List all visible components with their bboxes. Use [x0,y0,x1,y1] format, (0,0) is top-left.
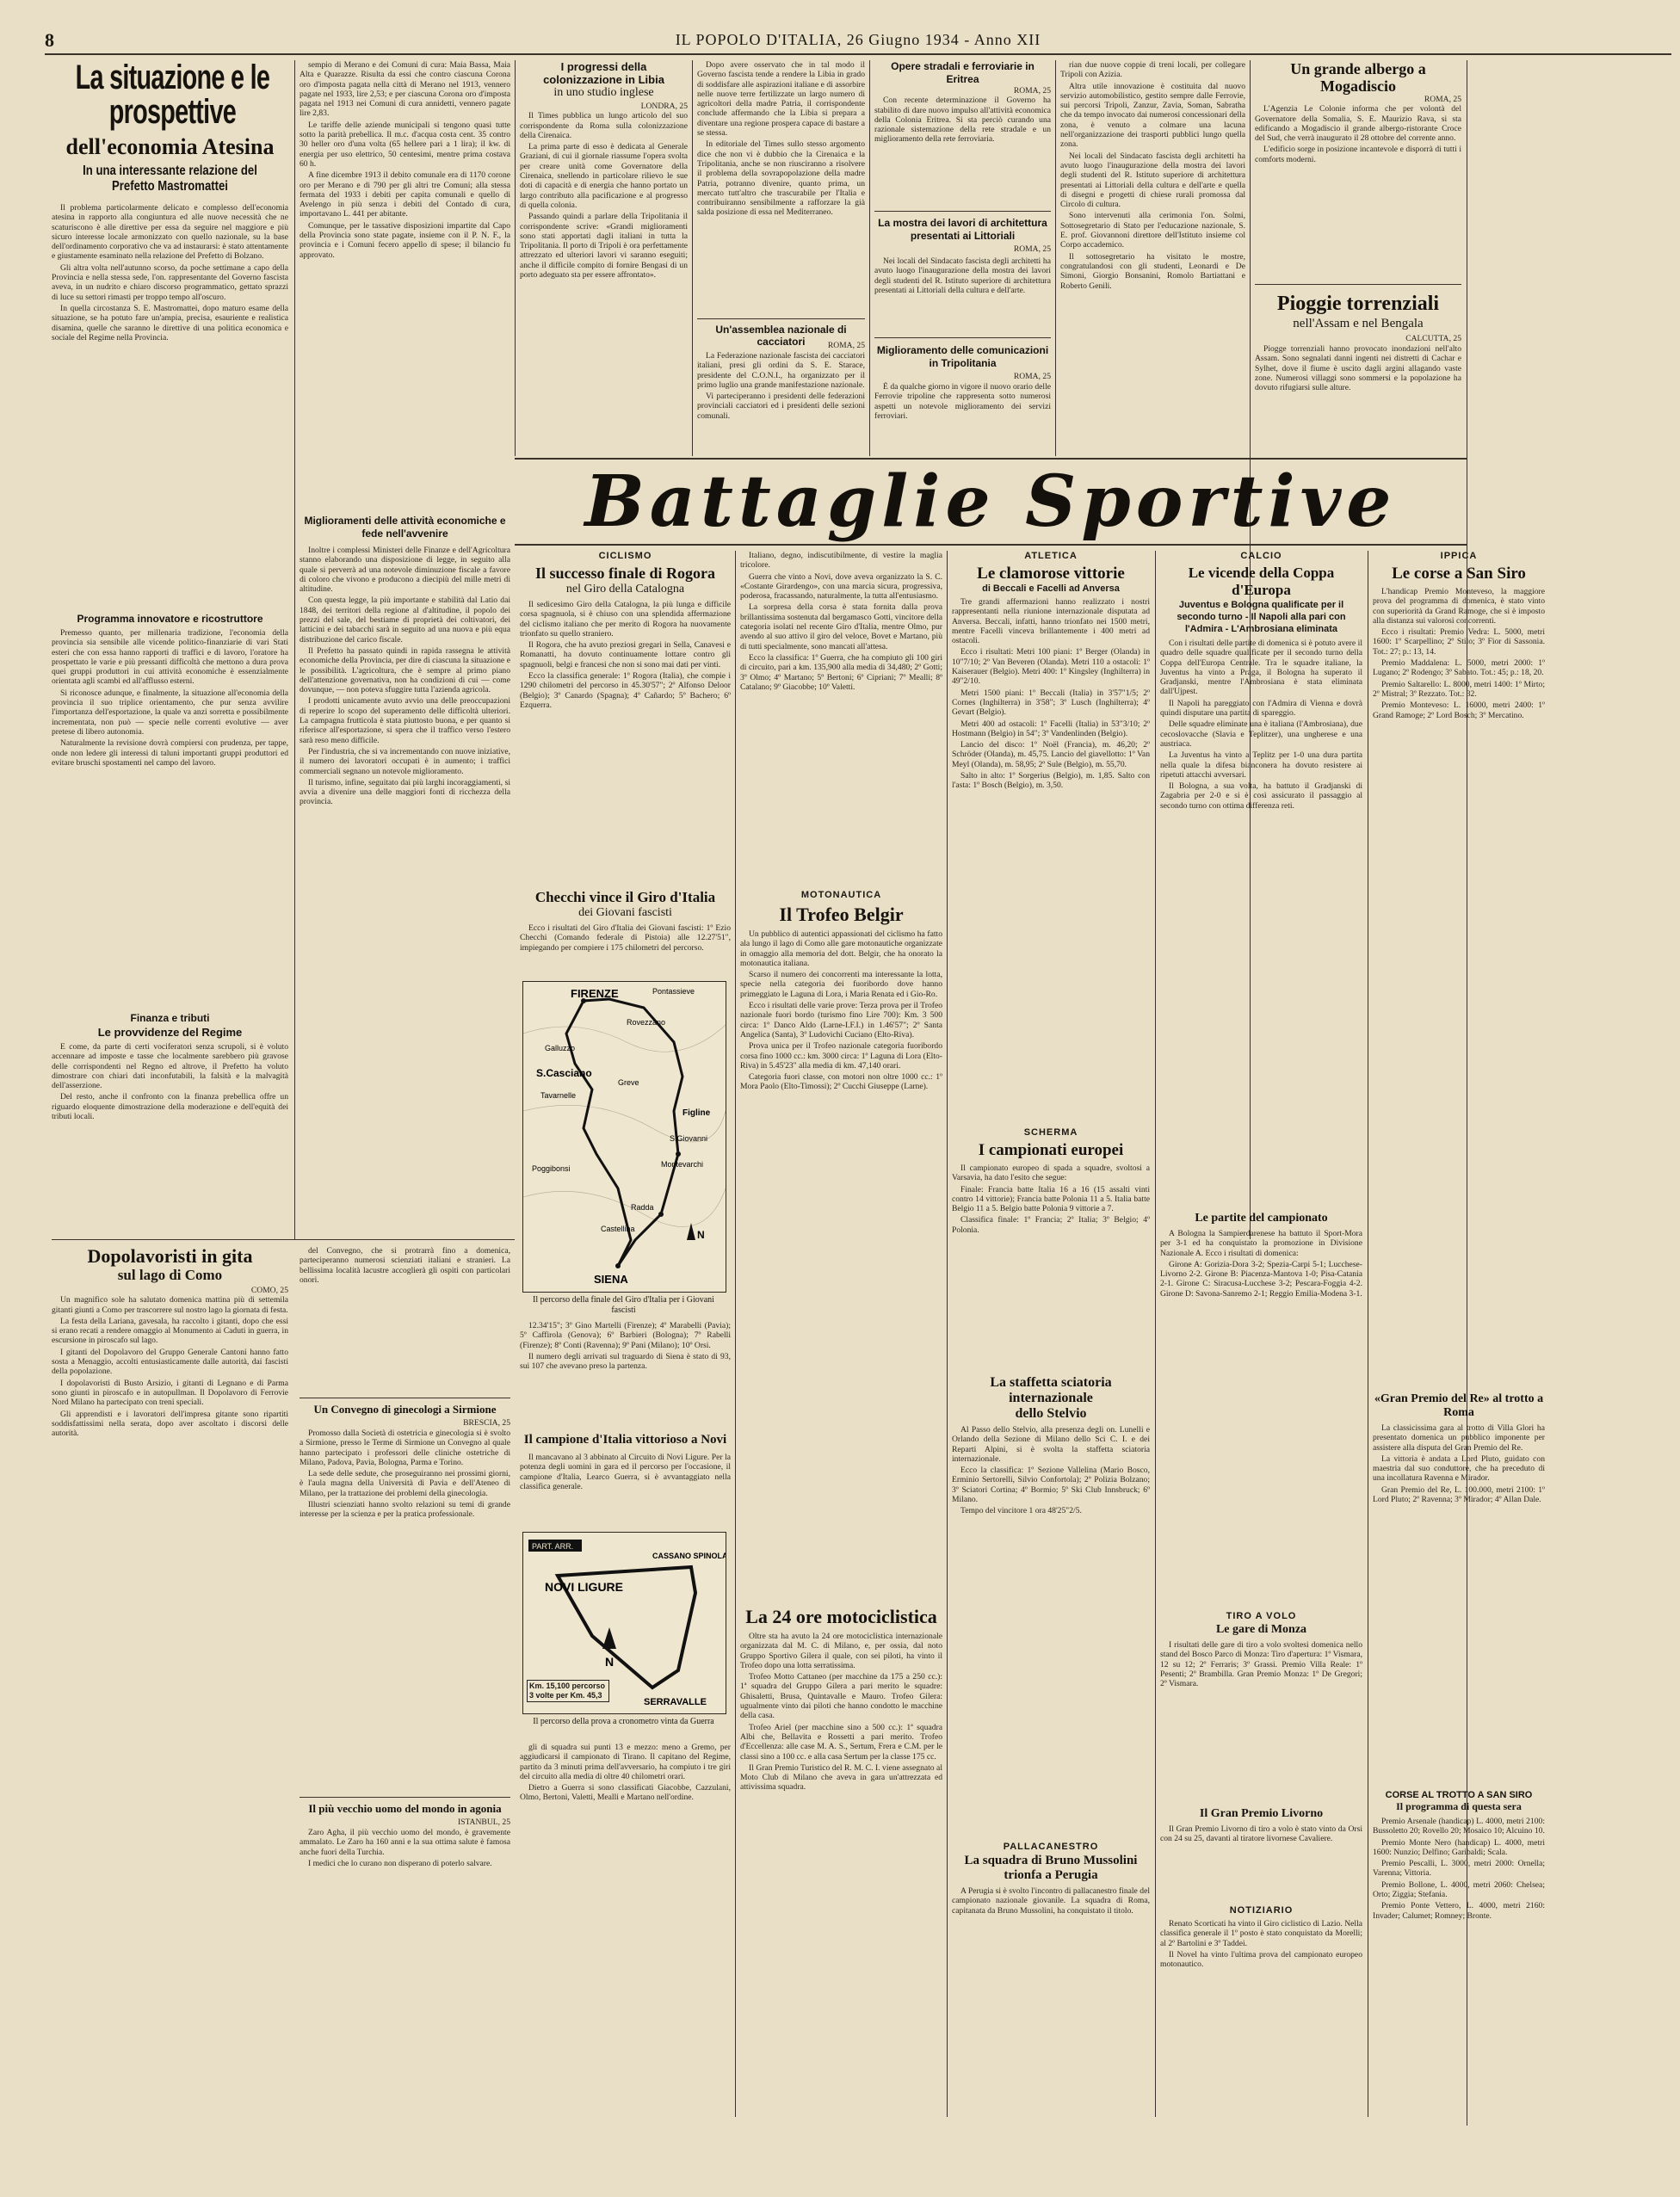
article-body: La Federazione nazionale fascista dei cacciatori italiani, presi gli ordini da S. E. Starace, presidente del C.O.N.I., ha organizzato per il primo luglio una grande manifestazione nazionale. Vi parteciperanno i presidenti delle federazioni provinciali cacciatori ed i presidenti delle sezioni comunali. [697,351,865,421]
article-body: Dopo avere osservato che in tal modo il Governo fascista tende a rendere la Libia in grado di soddisfare alle aspirazioni italiane e di assorbire nelle nuove terre fertilizzate un largo numero di agricoltori della madre Patria, il corrispondente conclude affermando che la Libia si prepara a diventare una regione prospera capace di bastare a se stessa. In editoriale del Times sullo stesso argomento dice che non vi è dubbio che la Cirenaica e la Tripolitania, anche se non riusciranno a risolvere il problema della sovrapopolazione della madre Patria, potranno divenire, quanto prima, un mercato tutt'altro che trascurabile per l'Italia e contribuiranno sensibilmente a rafforzare la già salda posizione di essa nel Mediterraneo. [697,60,865,218]
col7 [1255,60,1461,456]
masthead [45,26,1671,52]
map1-svg [523,982,726,1292]
article-body: I risultati delle gare di tiro a volo svoltesi domenica nello stand del Bosco Parco di Monza: Tiro d'apertura: 1º Vismara, 12 su 12; 2º Ferraris; 3º Grassi. Premio Villa Reale: 1º Pesenti; 2º Brambilla. Gran Premio Monza: 1º De Gregori; 2º Vismara. [1160,1640,1362,1689]
article-body: Il mancavano al 3 abbinato al Circuito di Novi Ligure. Per la potenza degli uomini in gara ed il percorso per l'occasione, il campione d'Italia, Learco Guerra, si è avvantaggiato nella classifica generale. [520,1453,731,1491]
motonautica-head1: Il Trofeo Belgir [779,904,904,925]
map1-label: Greve [618,1078,639,1087]
map1-label: Radda [631,1203,654,1212]
article-body: L'handicap Premio Monteveso, la maggiore prova del programma di domenica, è stato vinto con superiorità da Grand Ramoge, che si è imposto alla distanza sui valorosi concorrenti. Ecco i risultati: Premio Vedra: L. 5000, metri 1600: 1º Scarpellino; 2º Stilo; 3º Fior di Sassonia. Tot.: 27; p.: 13, 14. Premio Maddalena: L. 5000, metri 2000: 1º Lugano; 2º Rodengo; 3º Sabato. Tot.: 45; p.: 18, 20. Premio Saltarello: L. 8000, metri 1400: 1º Mirto; 2º Mistral; 3º Rezzato. Tot.: 32. Premio Monteveso: L. 16000, metri 2400: 1º Grand Ramoge; 2º Lord Bosch; 3º Mercatino. [1373,587,1545,720]
article-body: A Bologna la Sampierdarenese ha battuto il Sport-Mora per 3-1 ed ha conquistato la promozione in Divisione Nazionale A. Ecco i risultati di domenica: Girone A: Gorizia-Dora 3-2; Spezia-Carpi 5-1; Lucchese-Livorno 2-2. Girone B: Piacenza-Mantova 1-0; Pisa-Catania 2-1. Girone C: Siracusa-Lucchese 3-2; Pescara-Foggia 4-2. Girone D: Savona-Sanremo 2-1; Reggio Emilia-Modena 3-1. [1160,1229,1362,1299]
margin-marks [1670,516,1680,2065]
col2 [300,60,510,1239]
atletica-head3: La staffetta sciatoria internazionale [990,1375,1112,1405]
article-body: Un magnifico sole ha salutato domenica mattina più di settemila gitanti giunti a Como per trascorrere sul nostro lago la giornata di festa. La festa della Lariana, gavesala, ha raccolto i gitanti, dopo che essi si erano recati a rendere omaggio al Monumento ai Caduti in guerra, in escursione in piroscafo sul lago. I gitanti del Dopolavoro del Gruppo Generale Cantoni hanno fatto sosta a Menaggio, accolti entusiasticamente dalle autorità, dai fascisti della popolazione. I dopolavoristi di Busto Arsizio, i gitanti di Legnano e di Parma sono giunti in piroscafo e in autopullman. Il Dopolavoro di Ferrovie Nord Milano ha partecipato con treni speciali. Gli apprendisti e i lavoratori dell'impresa gitante sono ripartiti soddisfattissimi nella serata, dopo aver ascoltato i discorsi delle autorità. [52,1295,288,1439]
article-body: Il problema particolarmente delicato e complesso dell'economia atesina in rapporto alla congiuntura ed alle nuove necessità che ne scaturiscono è alle direttive per essa da seguire nel maggiore e più sicuro interesse locale armonizzato con quello nazionale, su la base dell'ordinamento corporativo che va ad instaurarsi: è stato attentamente e giustamente esaminato nella relazione del Prefetto di Bolzano. Gli altra volta nell'autunno scorso, da poche settimane a capo della Provincia e nella stessa sede, l'on. rappresentante del Governo fascista aveva, in un nudrito e chiaro discorso programmatico, gettato sprazzi di luce su settori rimasti per troppo tempo all'oscuro. In quella circostanza S. E. Mastromattei, dopo maturo esame della situazione, se ha potuto fare un'ampia, precisa, esauriente e realistica disamina, quelle che saranno le direttive di una politica economica e sociale del Regime nella Provincia. [52,203,288,343]
map2-legend: Km. 15,100 percorso 3 volte per Km. 45,3 [527,1680,609,1702]
col1 [52,60,288,1226]
article-body: A Perugia si è svolto l'incontro di pallacanestro finale del campionato nazionale giovanile. La squadra di Roma, capitanata da Bruno Mussolini, ha conquistato il titolo. [952,1886,1150,1916]
col4 [697,60,865,456]
article-body: Promosso dalla Società di ostetricia e ginecologia si è svolto a Sirmione, presso le Terme di Sirmione un Convegno al quale hanno partecipato i professori delle cliniche ostetriche di Milano, Padova, Pavia, Bologna, Parma e Torino. La sede delle sedute, che proseguiranno nei prossimi giorni, è l'aula magna della Università di Pavia e dell'Ateneo di Milano, per la trattazione dei problemi della ginecologia. Illustri scienziati hanno svolto relazioni su temi di grande interesse per la scienza e per la pratica professionale. [300,1429,510,1520]
dateline: ROMA, 25 [827,341,865,350]
section-atletica: ATLETICA [1024,551,1078,561]
atletica-head2: I campionati europei [978,1141,1124,1159]
ippica-head1: Le corse a San Siro [1392,565,1526,583]
article-body: Renato Scorticati ha vinto il Giro ciclistico di Lazio. Nella classifica generale il 1º posto è stato conquistato da Morelli; al 2º Bartolini e 3º Taddei. Il Novel ha vinto l'ultima prova del campionato europeo motonautico. [1160,1919,1362,1970]
article-body: Un pubblico di autentici appassionati del ciclismo ha fatto ala lungo il lago di Como alle gare motonautiche organizzate in omaggio alla memoria del dott. Belgir, che ha onorato la motonautica italiana. Scarso il numero dei concorrenti ma interessante la lotta, specie nella categoria dei fuoribordo dove hanno primeggiato le Laguna di Lora, i Maria Renata ed i Gio-Ro. Ecco i risultati delle varie prove: Terza prova per il Trofeo nazionale fuori bordo (turismo fino Lire 700): Km. 3 500 circa: 1º Danco Aldo (Larne-I.F.I.) in 1.46'57"; 2º Santa Angelica (Santa), 3º Ludovichi Cuciano (Elto-Riva). Prova unica per il Trofeo nazionale categoria fuoribordo corsa fino 1000 cc.: km. 3000 circa: 1º Laguna di Lora (Elto-Riva) in 5.45'23" alla media di km. 47,140 orari. Categoria fuori classe, con motori non oltre 1000 cc.: 1º Mora Paolo (Elto-Timossi); 2º Cucchi Giuseppe (Larne). [740,929,942,1092]
section-scherma: SCHERMA [1023,1127,1078,1138]
col6 [1060,60,1245,456]
col7-headline: Un grande albergo a Mogadiscio [1290,60,1426,95]
col5-head4: Un'assemblea nazionale di cacciatori [715,324,847,348]
map2-label: CASSANO SPINOLA [652,1552,726,1560]
col7-head2: Pioggie torrenziali [1276,293,1440,315]
ippica-head3-deck: Il programma di questa sera [1396,1800,1522,1812]
col5-head2: La mostra dei lavori di architettura presentati ai Littoriali [878,217,1047,242]
map1-caption: Il percorso della finale del Giro d'Italia per i Giovani fascisti [533,1295,714,1315]
dateline: ROMA, 25 [1013,86,1051,96]
route-map-firenze-siena [522,981,726,1293]
section-motonautica: MOTONAUTICA [800,890,882,900]
main-deck: In una interessante relazione del Prefetto Mastromattei [83,164,257,194]
article-body: rian due nuove coppie di treni locali, per collegare Tripoli con Azizia. Altra utile innovazione è costituita dal nuovo servizio automobilistico, gestito sempre dalle Ferrovie, sui percorsi Tripoli, Zanzur, Zavia, Soman, Sabratha che da tempo invocato dai numerosi concessionari della zona, è venuto a colmare una lacuna nell'organizzazione dei trasporti pubblici lungo quella zona. Nei locali del Sindacato fascista degli architetti ha avuto luogo l'inaugurazione della mostra dei lavori degli studenti del R. Istituto superiore di architettura presentati ai Littoriali della cultura e dell'arte e quella di disegni e progetti di chiese rurali promossa dal Circolo di cultura. Sono intervenuti alla cerimonia l'on. Solmi, Sottosegretario di Stato per l'educazione nazionale, S. E. prof. Giovannoni direttore dell'Istituto insieme col Corpo accademico. Il sottosegretario ha visitato le mostre, congratulandosi con gli studenti, Leonardi e De Simoni, Giorgio Bonsanini, Romolo Bartiattani e Roberto Genili. [1060,60,1245,291]
article-body: Il Times pubblica un lungo articolo del suo corrispondente da Roma sulla colonizzazione della Cirenaica. La prima parte di esso è dedicata al Generale Graziani, di cui il giornale riassume l'opera svolta per creare unità come Governatore della Cirenaica, snellendo in particolare rilievo le sue doti di capacità e di energia che hanno portato un largo contributo alla pacificazione e al progresso di quella colonia. Passando quindi a parlare della Tripolitania il corrispondente scrive: «Grandi miglioramenti sono stati apportati dagli italiani in tutta la Tripolitania. Il porto di Tripoli è ora perfettamente attrezzato ed ulteriori lavori vi saranno eseguiti; anche il difficile compito di fornire Bengasi di un porto adeguato sta per essere affrontato». [520,111,688,281]
ippica-column [1373,551,1670,2117]
article-body: sempio di Merano e dei Comuni di cura: Maia Bassa, Maia Alta e Quarazze. Risulta da essi che contro ciascuna Corona oro d'imposta pagata nella città di Merano nel 1913, vennero pagate nel 1933, lire 2,53; e per ciascuna Corona oro d'imposta pagata nel 1913 nei Comuni di cura annidetti, vennero pagate lire 2,83. Le tariffe delle aziende municipali si tengono quasi tutte sotto la parità prebellica. Il m.c. d'acqua costa cent. 35 contro 30 heller oro d'una volta (65 hellere pari a 1 lira); il kw. di energia per uso elettrico, 50 centesimi, mentre prima costava 60 h. A fine dicembre 1913 il debito comunale era di 1170 corone oro per Merano e di 790 per gli altri tre Comuni; alla stessa fermata del 1933 i debiti per capita comunali e quello di Avelengo in più senza i debiti del Contado di cura, importavano L. 441 per abitante. Comunque, per le tassative disposizioni impartite dal Capo della Provincia sono state pagate, insieme con il P. N. F., la provincia e i Comuni fecero appello di spese; il bilancio fu approvato. [300,60,510,260]
map1-label: FIRENZE [571,987,619,1000]
ippica-head2: «Gran Premio del Re» al trotto a Roma [1374,1392,1544,1419]
col3-headline: I progressi della colonizzazione in Libia [543,60,664,86]
masthead-title: IL POPOLO D'ITALIA, 26 Giugno 1934 - Anno XII [675,31,1041,48]
article-body: Piogge torrenziali hanno provocato inondazioni nell'alto Assam. Sono segnalati danni ingenti nei distretti di Cachar e Sylhet, dove il fiume è uscito dagli argini allagando vaste zone. Numerosi villaggi sono sommersi e la popolazione ha dovuto rifugiarsi sulle alture. [1255,344,1461,393]
article-body: Italiano, degno, indiscutibilmente, di vestire la maglia tricolore. Guerra che vinto a Novi, dove aveva organizzato la S. C. «Costante Girardengo», con una marcia sicura, progressiva, poderosa, fracassando, naturalmente, la tutta all'entusiasmo. La sorpresa della corsa è stata fornita dalla prova brillantissima sostenuta dal bergamasco Gotti, vincitore della categoria isolati nel recente Giro d'Italia, mentre Olmo, pur avendo al suo attivo il giro del veloce, Bovet e Martano, più di tutti specialmente, sono mancati all'attesa. Ecco la classifica: 1º Guerra, che ha compiuto gli 100 giri di circuito, pari a km. 135,900 alla media di 34,480; 2º Gotti; 3º Olmo; 4º Martano; 5º Bertoni; 6º Cipriani; 7º Mealli; 8º Catalano; 9º Giacobbe; 10º Valetti. [740,551,942,692]
col3-deck: in uno studio inglese [553,86,654,99]
section-notiziario: NOTIZIARIO [1229,1905,1294,1916]
dateline: ROMA, 25 [1013,244,1051,254]
atletica-head1-deck: di Beccali e Facelli ad Anversa [982,583,1120,594]
col1-subhead3: Finanza e tributi [130,1012,210,1024]
map1-label: Galluzzo [545,1044,576,1052]
col7-head2-deck: nell'Assam e nel Bengala [1293,317,1424,330]
article-body: Inoltre i complessi Ministeri delle Finanze e dell'Agricoltura stanno elaborando una disposizione di legge, in seguito alla quale si perverrà ad una notevole diminuzione fiscale a favore di coloro che vivono e producono a diecipiù del mille metri di altitudine. Con questa legge, la più importante e stabilità dal Latio dai 1848, dei territori della regione al d'altitudine, il popolo dei prezzi del sale, del bestiame di proprietà dei coltivatori, dei latticini e dei tabacchi sarà in seguito ad una nuova e più equa distribuzione del carico fiscale. Il Prefetto ha passato quindi in rapida rassegna le attività economiche della Provincia, per dire di ciascuna la situazione e le possibilità. L'agricoltura, che è sempre al primo piano dell'attenzione governativa, non ha condizioni di cui — come dovunque, — non poteva sfuggire tutta l'azienda agricola. I prodotti unicamente avuto avvio una delle preoccupazioni di reperire lo scopo del superamento delle difficoltà ulteriori. La campagna frutticola è stata piuttosto buona, e per quanto si riferisce all'esportazione, si spera che il traffico verso l'estero sarà reso meno difficile. Per l'industria, che si va incrementando con nuove iniziative, il numero dei lavoratori occupati è in aumento; i traffici commerciali segnano un notevole miglioramento. Il turismo, infine, seguitato dai più larghi incoraggiamenti, si avvia a divenire una delle maggiori fonti di ricchezza della provincia. [300,546,510,807]
article-body: Oltre sta ha avuto la 24 ore motociclistica internazionale organizzata dal M. C. di Milano, e, per ossia, dal noto Gruppo Sportivo Gilera il quale, con sei piloti, ha vinto il Trofeo dopo una lotta serratissima. Trofeo Motto Cattaneo (per macchine da 175 a 250 cc.): 1ª squadra del Gruppo Gilera a pari merito le squadre: Ghisaletti, Brusa, Quintavalle e Mauro. Trofeo Gilera: ugualmente vinto dai piloti che hanno condotto le macchine della casa. Trofeo Ariel (per macchine sino a 500 cc.): 1ª squadra Albi che, Bellavita e Rossetti a pari merito. Trofeo d'Eccellenza: alle case M. A. S., Sertum, Frera e C.M. per le classi sino a 100 cc. e alla casa Sertum per la classe 175 cc. Il Gran Premio Turistico del R. M. C. I. viene assegnato al Moto Club di Milano che aveva in gara un'attrezzata ed attivissima squadra. [740,1632,942,1793]
motonautica-head2: La 24 ore motociclistica [745,1606,937,1627]
atletica-column [952,551,1150,2117]
bottom-head3: Il più vecchio uomo del mondo in agonia [308,1802,502,1815]
section-pallacanestro: PALLACANESTRO [1003,1842,1099,1852]
map1-label: S.Giovanni [670,1134,708,1143]
dateline: ISTANBUL, 25 [457,1817,510,1827]
article-body: Zaro Agha, il più vecchio uomo del mondo, è gravemente ammalato. Le Zaro ha 160 anni e la sua ottima salute è famosa anche fuori della Turchia. I medici che lo curano non disperano di poterlo salvare. [300,1828,510,1868]
col5-headline: Opere stradali e ferroviarie in Eritrea [891,60,1035,85]
article-body: E come, da parte di certi vociferatori senza scrupoli, si è voluto accennare ad imposte e tasse che localmente sarebbero più gravose delle corrispondenti nel Regno ed altrove, il Prefetto ha voluto dimostrare con chiari dati inconfutabili, la falsità e la malvagità dell'asserzione. Del resto, anche il confronto con la finanza prebellica offre un riguardo eloquente dimostrazione della moderazione e dell'equità dei tributi locali. [52,1042,288,1122]
article-body: Ecco i risultati del Giro d'Italia dei Giovani fascisti: 1º Ezio Checchi (Comando federale di Pistoia) alle 12.27'51", impiegando per compiere i 175 chilometri del percorso. [520,923,731,953]
calcio-column [1160,551,1362,2117]
article-body: del Convegno, che si protrarrà fino a domenica, parteciperanno numerosi scienziati italiani e stranieri. La bellissima località lacustre accoglierà gli ospiti con particolari onori. [300,1246,510,1285]
dateline: BRESCIA, 25 [463,1418,510,1428]
dateline: ROMA, 25 [1424,95,1461,104]
calcio-head3: Le gare di Monza [1215,1623,1307,1636]
article-body: Premio Arsenale (handicap) L. 4000, metri 2100: Bussoletto 20; Rovello 20; Mosaico 10; Alcuino 10. Premio Monte Nero (handicap) L. 4000, metri 1600: Nunzio; Delfino; Garibaldi; Scala. Premio Pescalli, L. 3000, metri 2000: Ornella; Varenna; Vittoria. Premio Bollone, L. 4000, metri 2060: Chelsea; Orto; Ziggia; Stefania. Premio Ponte Vettero, L. 4000, metri 2160: Invader; Calumet; Romney; Bronte. [1373,1817,1545,1921]
article-body: Il sedicesimo Giro della Catalogna, la più lunga e difficile corsa spagnuola, si è chiuso con una splendida affermazione del ciclismo italiano che per merito di Rogora ha nuovamente trionfato su quello straniero. Il Rogora, che ha avuto preziosi gregari in Sella, Canavesi e Romanatti, ha dovuto continuamente lottare contro gli spagnuoli, belgi e francesi che non si sono mai dati per vinti. Ecco la classifica generale: 1º Rogora (Italia), che compie i 1290 chilometri del percorso in 45.30'57"; 2º Alfonso Deloor (Belgio); 3º Canardo (Spagna); 4º Cañardo; 5º Bachero; 6º Ezquerra. [520,600,731,710]
article-body: Al Passo dello Stelvio, alla presenza degli on. Lunelli e Orlando della Sezione di Milano dello Sci C. I. e dei Reparti Alpini, si è svolta la staffetta sciatoria internazionale. Ecco la classifica: 1º Sezione Vallelina (Mario Bosco, Erminio Sertorelli, Silvio Confortola); 2º Polizia Bolzano; 3º Sciatori Cortina; 4º Bormio; 5º Ski Club Innsbruck; 6º Milano. Tempo del vincitore 1 ora 48'25"2/5. [952,1425,1150,1516]
section-calcio: CALCIO [1240,551,1282,561]
page-number: 8 [45,29,54,51]
map1-label: S.Casciano [536,1067,592,1079]
map1-label: Rovezzano [627,1018,666,1027]
dateline: COMO, 25 [250,1286,288,1295]
section-tiro-a-volo: TIRO A VOLO [1226,1611,1297,1621]
ciclismo-head2-deck: dei Giovani fascisti [578,906,672,919]
bottom-head1: Dopolavoristi in gita [87,1245,253,1267]
calcio-head2: Le partite del campionato [1195,1212,1328,1225]
article-body: È da qualche giorno in vigore il nuovo orario delle Ferrovie tripoline che rappresenta sotto numerosi aspetti un notevole miglioramento dei servizi ferroviari. [874,382,1051,421]
col5 [874,60,1051,456]
article-body: Nei locali del Sindacato fascista degli architetti ha avuto luogo l'inaugurazione della mostra dei lavori degli studenti del R. Istituto superiore di architettura presentati ai Littoriali della cultura e dell'arte. [874,256,1051,295]
sport-banner: Battaglie Sportive [584,460,1397,543]
dateline: LONDRA, 25 [640,102,688,111]
map1-label: Poggibonsi [532,1164,571,1173]
article-body: Tre grandi affermazioni hanno realizzato i nostri rappresentanti nella riunione internazionale disputata ad Anversa. Beccali, infatti, hanno trionfato nei 1500 metri, mentre Facelli vinceva brillantemente i 400 metri ad ostacoli. Ecco i risultati: Metri 100 piani: 1º Berger (Olanda) in 10"7/10; 2º Van Beveren (Olanda). Metri 110 a ostacoli: 1º Kaiserauer (Belgio). Metri 400: 1º Kingsley (Inghilterra) in 49"2/10. Metri 1500 piani: 1º Beccali (Italia) in 3'57"1/5; 2º Cornes (Inghilterra) in 3'58"; 3º Lusch (Inghilterra); 4º Gevart (Belgio). Metri 400 ad ostacoli: 1º Facelli (Italia) in 53"3/10; 2º Hostmann (Belgio) in 54"; 3º Vandenlinden (Belgio). Lancio del disco: 1º Noël (Francia), m. 46,20; 2º Schröder (Olanda), m. 45,75. Lancio del giavellotto: 1º Van Meyl (Olanda), m. 58,95; 2º Sule (Belgio), m. 55,70. Salto in alto: 1º Sorgerius (Belgio), m. 1,85. Salto con l'asta: 1º Bosch (Belgio), m. 3,50. [952,597,1150,791]
bottom-left-col1 [52,1246,288,2115]
map2-label: SERRAVALLE [644,1697,707,1707]
map2-caption: Il percorso della prova a cronometro vinta da Guerra [533,1717,714,1726]
bottom-head2: Un Convegno di ginecologi a Sirmione [313,1403,497,1416]
article-body: Con i risultati delle partite di domenica si è potuto avere il quadro delle squadre qualificate per il secondo turno della Coppa dell'Europa Centrale. Tra le squadre italiane, la Juventus ha vinto a Praga, il Bologna ha superato il Gradjanski, mentre l'Ambrosiana è stata eliminata dall'Ujpest. Il Napoli ha pareggiato con l'Admira di Vienna e dovrà quindi disputare una partita di spareggio. Delle squadre eliminate una è italiana (l'Ambrosiana), due cecoslovacche (Slavia e Teplitzer), una ungherese e una austriaca. La Juventus ha vinto a Teplitz per 1-0 una dura partita nella quale la difesa bianconera ha dovuto resistere ai ripetuti attacchi avversari. Il Bologna, a sua volta, ha battuto il Gradjanski di Zagabria per 2-0 e si è così assicurato il passaggio al secondo turno con ottima differenza reti. [1160,639,1362,811]
atletica-head1: Le clamorose vittorie [977,565,1125,583]
sport-col-2 [740,551,942,2117]
main-headline: La situazione e le prospettive [75,59,270,131]
col1-subhead2: Programma innovatore e ricostruttore [77,613,263,625]
article-body: Il Gran Premio Livorno di tiro a volo è stato vinto da Orsi con 24 su 25, davanti al tiratore livornese Cavaliere. [1160,1824,1362,1844]
atletica-head4: La squadra di Bruno Mussolini [964,1854,1138,1867]
ciclismo-head2: Checchi vince il Giro d'Italia [534,889,716,905]
article-body: Premesso quanto, per millenaria tradizione, l'economia della provincia sia sensibile alle vicende politico-finanziarie di vari Stati esteri che con essa hanno rapporti di traffici e di lavoro, l'oratore ha prospettato le varie e più pressanti difficoltà che mettono a dura prova quei gruppi produttori in cui attività economiche è essenzialmente orientata agli scambi ed all'afflusso esterni. Si riconosce adunque, e finalmente, la situazione all'economia della provincia il suo triplice orientamento, che pur senza avvilire l'importanza dell'esportazione, la quale va anzi sorretta e possibilmente incrementata, non può — specie nelle correnti evolutive — aver pretese di libero autonomia. Naturalmente la revisione dovrà compiersi con prudenza, per tappe, onde non ledere gli interessi di taluni importanti gruppi produttori ed evitare bruschi spostamenti nel campo del lavoro. [52,628,288,768]
article-body: La classicissima gara al trotto di Villa Glori ha presentato domenica un pubblico imponente per assistere alla disputa del Gran Premio del Re. La vittoria è andata a Lord Pluto, guidato con maestria dal suo conduttore, che ha preceduto di una incollatura Ravenna e Mirador. Gran Premio del Re, L. 100.000, metri 2100: 1º Lord Pluto; 2º Ravenna; 3º Mirador; 4º Allan Dale. [1373,1423,1545,1505]
ciclismo-head1: Il successo finale di Rogora [535,565,715,582]
map2-label: NOVI LIGURE [545,1580,624,1594]
col5-head3: Miglioramento delle comunicazioni in Tripolitania [876,344,1049,369]
col1-subhead4: Le provvidenze del Regime [97,1026,243,1039]
calcio-head1-deck: Juventus e Bologna qualificate per il secondo turno - Il Napoli alla pari con l'Admira - L'Ambrosiana eliminata [1177,600,1346,634]
ciclismo-head1-deck: nel Giro della Catalogna [565,583,685,596]
article-body: Il campionato europeo di spada a squadre, svoltosi a Varsavia, ha dato l'esito che segue: Finale: Francia batte Italia 16 a 16 (15 assalti vinti contro 14 vittorie); Francia batte Polonia 11 a 5. Italia batte Belgio 11 a 5. Belgio batte Polonia 9 vittorie a 7. Classifica finale: 1º Francia; 2º Italia; 3º Belgio; 4º Polonia. [952,1163,1150,1235]
col2-subhead: Miglioramenti delle attività economiche e fede nell'avvenire [304,515,506,540]
map1-label: Pontassieve [652,987,695,996]
article-body: Con recente determinazione il Governo ha stabilito di dare nuovo impulso all'attività economica della Colonia Eritrea. Si sta perciò curando una razionale sistemazione della rete stradale e un miglioramento della rete ferroviaria. [874,96,1051,145]
article-body: gli di squadra sui punti 13 e mezzo: meno a Gremo, per aggiudicarsi il campionato di Tirano. Il capitano del Regime, partito da 3 minuti prima dell'avversario, ha compiuto i tre giri del circuito alla media di oltre 40 chilometri orari. Dietro a Guerra si sono classificati Giacobbe, Cazzulani, Olmo, Bertoni, Valetti, Mealli e Martano nell'ordine. [520,1743,731,1803]
calcio-head1: Le vicende della Coppa d'Europa [1188,565,1335,598]
dateline: CALCUTTA, 25 [1405,334,1461,343]
section-ciclismo: CICLISMO [598,551,652,561]
bottom-left-col2 [300,1246,510,2115]
section-ippica: IPPICA [1440,551,1478,561]
main-subhead: dell'economia Atesina [65,134,275,159]
ciclismo-head3: Il campione d'Italia vittorioso a Novi [523,1433,727,1447]
svg-text:N: N [605,1655,615,1669]
map1-label: Montevarchi [661,1160,704,1169]
atletica-head4-deck: trionfa a Perugia [1004,1868,1098,1882]
dateline: ROMA, 25 [1013,372,1051,381]
col3 [520,60,688,456]
ippica-head3: CORSE AL TROTTO A SAN SIRO [1385,1790,1533,1800]
map2-label: PART. ARR. [532,1542,574,1551]
map1-label: Tavarnelle [540,1091,577,1100]
article-body: L'Agenzia Le Colonie informa che per volontà del Governatore della Somalia, S. E. Maurizio Rava, si sta edificando a Mogadiscio il grande albergo-ristorante Croce del Sud, che verrà inaugurato il 28 ottobre del corrente anno. L'edificio sorge in posizione incantevole e disporrà di tutti i comforts moderni. [1255,104,1461,164]
map1-label: Figline [682,1108,711,1118]
calcio-head4: Il Gran Premio Livorno [1199,1807,1324,1820]
bottom-head1-deck: sul lago di Como [117,1267,223,1283]
atletica-head3-deck: dello Stelvio [1015,1406,1087,1421]
ciclismo-column-lower [520,1321,731,1424]
svg-text:N: N [697,1229,705,1241]
map1-label: SIENA [594,1273,628,1286]
article-body: 12.34'15"; 3º Gino Martelli (Firenze); 4º Marabelli (Pavia); 5º Caffirola (Genova); 6º Barbieri (Bologna); 7º Rabelli (Firenze); 8º Conti (Ravenna); 9º Pani (Milano); 10º Orsi. Il numero degli arrivati sul traguardo di Siena è stato di 93, sui 107 che avevano preso la partenza. [520,1321,731,1372]
map1-label: Castellina [601,1225,635,1233]
